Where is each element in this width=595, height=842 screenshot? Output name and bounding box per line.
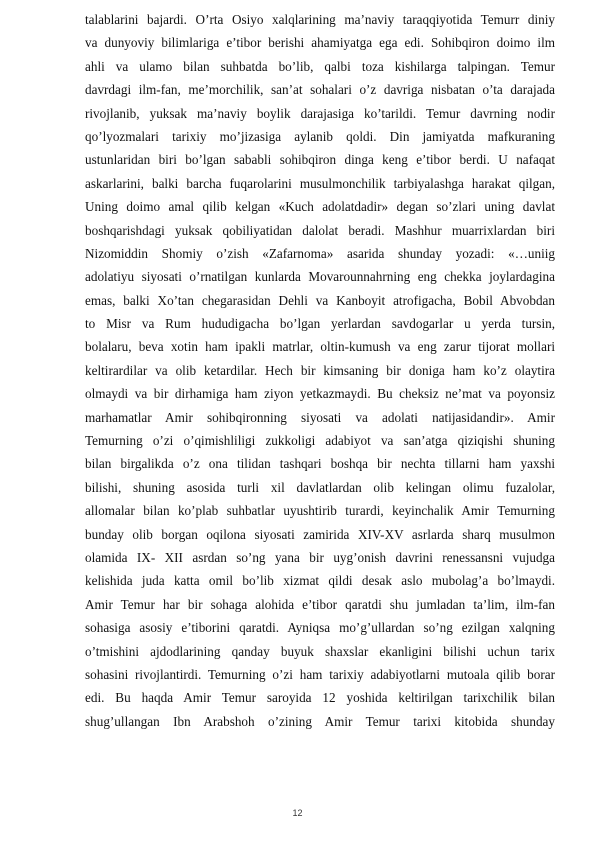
text-line: adolatiyu siyosati o’rnatilgan kunlarda Movarounnahrning eng chekka joylardagina <box>85 269 555 285</box>
text-line: bolalaru, beva xotin ham ipakli matrlar, oltin-kumush va eng zarur tijorat mollari <box>85 339 555 355</box>
text-line: olamida IX- XII asrdan so’ng yana bir uyg’onish davrini renessansni vujudga <box>85 549 555 565</box>
text-line: askarlarini, balki barcha fuqarolarini musulmonchilik tarbiyalashga harakat qilgan, <box>85 175 555 191</box>
text-line: marhamatlar Amir sohibqironning siyosati va adolati natijasidandir». Amir <box>85 409 555 425</box>
text-line: kelishida juda katta omil bo’lib xizmat qildi desak aslo mubolag’a bo’lmaydi. <box>85 573 555 589</box>
text-line: Uning doimo amal qilib kelgan «Kuch adolatdadir» degan so’zlari uning davlat <box>85 199 555 215</box>
text-line: va dunyoviy bilimlariga e’tibor berishi ahamiyatga ega edi. Sohibqiron doimo ilm <box>85 35 555 51</box>
text-line: Temurning o’zi o’qimishliligi zukkoligi adabiyot va san’atga qiziqishi shuning <box>85 433 555 449</box>
text-line: sohasini rivojlantirdi. Temurning o’zi ham tarixiy adabiyotlarni mutoala qilib borar <box>85 666 555 682</box>
text-line: bilan birgalikda o’z ona tilidan tashqari boshqa bir nechta tillarni ham yaxshi <box>85 456 555 472</box>
text-line: ahli va ulamo bilan suhbatda bo’lib, qalbi toza kishilarga talpingan. Temur <box>85 58 555 74</box>
text-line: olmaydi va bir dirhamiga ham ziyon yetkazmaydi. Bu cheksiz ne’mat va poyonsiz <box>85 386 555 402</box>
text-line: allomalar bilan ko’plab suhbatlar uyushtirib turardi, keyinchalik Amir Temurning <box>85 503 555 519</box>
text-line: bunday olib borgan oqilona siyosati zamirida XIV-XV asrlarda sharq musulmon <box>85 526 555 542</box>
text-line: keltirardilar va olib ketardilar. Hech bir kimsaning bir doniga ham ko’z olaytira <box>85 362 555 378</box>
text-line: rivojlanib, yuksak ma’naviy boylik darajasiga ko’tarildi. Temur davrning nodir <box>85 105 555 121</box>
text-line: ustunlaridan biri bo’lgan sababli sohibqiron dinga keng e’tibor berdi. U nafaqat <box>85 152 555 168</box>
text-line: Nizomiddin Shomiy o’zish «Zafarnoma» asarida shunday yozadi: «…uniig <box>85 245 555 261</box>
text-line: boshqarishdagi yuksak qobiliyatidan dalolat beradi. Mashhur muarrixlardan biri <box>85 222 555 238</box>
text-line: qo’lyozmalari tarixiy mo’jizasiga aylanib qoldi. Din jamiyatda mafkuraning <box>85 128 555 144</box>
text-line: emas, balki Xo’tan chegarasidan Dehli va Kanboyit atrofigacha, Bobil Abvobdan <box>85 292 555 308</box>
text-line: o’tmishini ajdodlarining qanday buyuk shaxslar ekanligini bilishi uchun tarix <box>85 643 555 659</box>
text-line: davrdagi ilm-fan, me’morchilik, san’at sohalari o’z davriga nisbatan o’ta darajada <box>85 82 555 98</box>
text-line: talablarini bajardi. O’rta Osiyo xalqlarining ma’naviy taraqqiyotida Temurr diniy <box>85 12 555 27</box>
text-line: sohasiga asosiy e’tiborini qaratdi. Ayniqsa mo’g’ullardan so’ng ezilgan xalqning <box>85 620 555 636</box>
text-line: Amir Temur har bir sohaga alohida e’tibor qaratdi shu jumladan ta’lim, ilm-fan <box>85 596 555 612</box>
text-line: edi. Bu haqda Amir Temur saroyida 12 yoshida keltirilgan tarixchilik bilan <box>85 690 555 706</box>
text-line: shug’ullangan Ibn Arabshoh o’zining Amir Temur tarixi kitobida shunday <box>85 713 555 729</box>
text-line: to Misr va Rum hududigacha bo’lgan yerlardan savdogarlar u yerda tursin, <box>85 316 555 332</box>
text-line: bilishi, shuning asosida turli xil davlatlardan olib kelingan olimu fuzalolar, <box>85 479 555 495</box>
body-text <box>85 8 555 733</box>
page-number: 12 <box>292 808 303 818</box>
